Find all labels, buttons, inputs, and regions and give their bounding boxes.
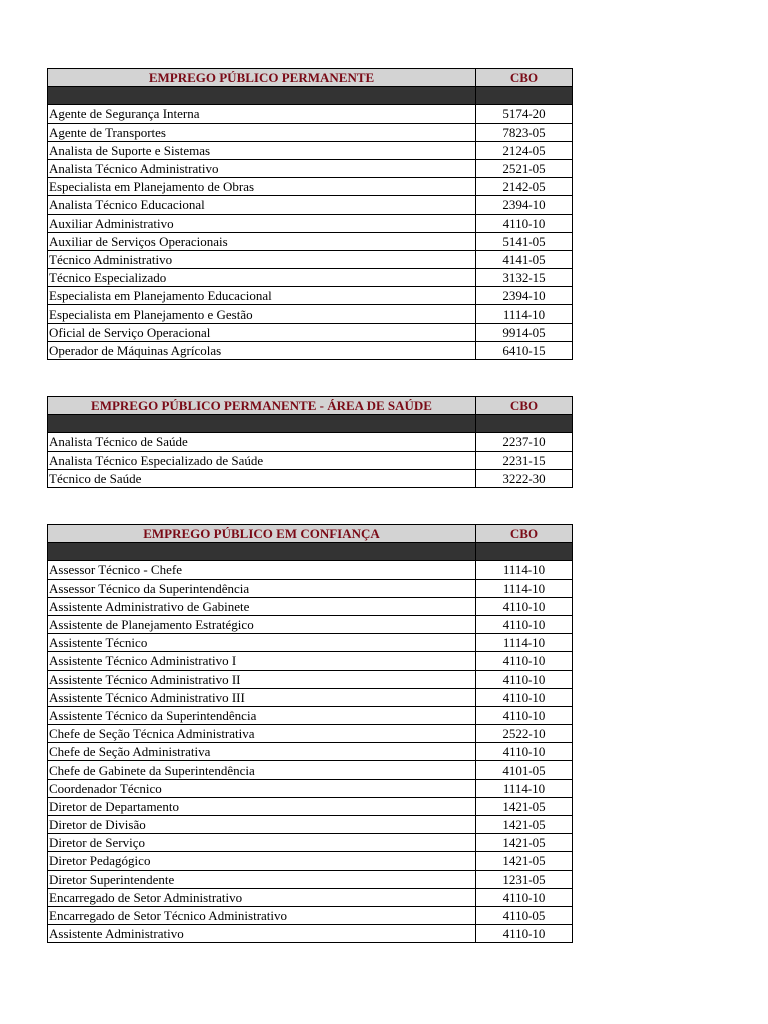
table-row: [48, 779, 573, 797]
job-title-cell: Auxiliar Administrativo: [48, 214, 476, 232]
cbo-code-cell: 4110-10: [476, 597, 573, 615]
table-row: [48, 706, 573, 724]
cbo-code-cell: 1114-10: [476, 561, 573, 579]
table-row: [48, 141, 573, 159]
code-column-header: CBO: [476, 525, 573, 543]
job-title-cell: Oficial de Serviço Operacional: [48, 323, 476, 341]
job-title-cell: Analista Técnico Administrativo: [48, 159, 476, 177]
table-row: [48, 287, 573, 305]
job-title-cell: Assistente Técnico Administrativo III: [48, 688, 476, 706]
cbo-code-cell: 2231-15: [476, 451, 573, 469]
cbo-code-cell: 3222-30: [476, 469, 573, 487]
job-title-cell: Especialista em Planejamento e Gestão: [48, 305, 476, 323]
job-title-cell: Analista Técnico Especializado de Saúde: [48, 451, 476, 469]
table-row: [48, 323, 573, 341]
job-title-cell: Analista Técnico de Saúde: [48, 433, 476, 451]
table-row: [48, 725, 573, 743]
table-row: [48, 906, 573, 924]
cbo-code-cell: 1421-05: [476, 816, 573, 834]
cbo-code-cell: 2521-05: [476, 159, 573, 177]
cbo-code-cell: 4110-10: [476, 670, 573, 688]
job-title-cell: Chefe de Seção Técnica Administrativa: [48, 725, 476, 743]
cbo-code-cell: 2124-05: [476, 141, 573, 159]
table-emprego-permanente-saude: [47, 396, 573, 488]
cbo-code-cell: 4141-05: [476, 250, 573, 268]
table-row: [48, 123, 573, 141]
table-row: [48, 816, 573, 834]
cbo-code-cell: 1231-05: [476, 870, 573, 888]
job-title-cell: Analista Técnico Educacional: [48, 196, 476, 214]
table-row: [48, 451, 573, 469]
cbo-code-cell: 1114-10: [476, 634, 573, 652]
job-title-cell: Coordenador Técnico: [48, 779, 476, 797]
cbo-code-cell: 4110-10: [476, 652, 573, 670]
cbo-code-cell: 1114-10: [476, 779, 573, 797]
table-header-row: [48, 69, 573, 87]
cbo-code-cell: 5174-20: [476, 105, 573, 123]
job-title-cell: Técnico de Saúde: [48, 469, 476, 487]
job-title-cell: Auxiliar de Serviços Operacionais: [48, 232, 476, 250]
job-title-cell: Assessor Técnico - Chefe: [48, 561, 476, 579]
table-row: [48, 250, 573, 268]
table-title: EMPREGO PÚBLICO EM CONFIANÇA: [48, 525, 476, 543]
header-divider-row: [48, 543, 573, 561]
table-header-row: [48, 397, 573, 415]
cbo-code-cell: 4101-05: [476, 761, 573, 779]
table-row: [48, 834, 573, 852]
table-row: [48, 105, 573, 123]
table-row: [48, 652, 573, 670]
table-row: [48, 178, 573, 196]
table-emprego-confianca: [47, 524, 573, 943]
code-column-header: CBO: [476, 69, 573, 87]
table-row: [48, 852, 573, 870]
cbo-code-cell: 9914-05: [476, 323, 573, 341]
table-row: [48, 561, 573, 579]
cbo-code-cell: 2522-10: [476, 725, 573, 743]
table-row: [48, 159, 573, 177]
table-row: [48, 797, 573, 815]
cbo-code-cell: 4110-10: [476, 743, 573, 761]
table-row: [48, 615, 573, 633]
job-title-cell: Chefe de Seção Administrativa: [48, 743, 476, 761]
cbo-code-cell: 7823-05: [476, 123, 573, 141]
cbo-code-cell: 4110-10: [476, 214, 573, 232]
job-title-cell: Assistente Técnico Administrativo I: [48, 652, 476, 670]
cbo-code-cell: 4110-10: [476, 888, 573, 906]
cbo-code-cell: 4110-10: [476, 925, 573, 943]
table-row: [48, 597, 573, 615]
cbo-code-cell: 4110-10: [476, 706, 573, 724]
cbo-code-cell: 4110-10: [476, 615, 573, 633]
job-title-cell: Diretor de Serviço: [48, 834, 476, 852]
job-title-cell: Especialista em Planejamento Educacional: [48, 287, 476, 305]
job-title-cell: Assistente de Planejamento Estratégico: [48, 615, 476, 633]
cbo-code-cell: 6410-15: [476, 341, 573, 359]
job-title-cell: Especialista em Planejamento de Obras: [48, 178, 476, 196]
table-row: [48, 269, 573, 287]
cbo-code-cell: 1114-10: [476, 305, 573, 323]
job-title-cell: Assistente Administrativo de Gabinete: [48, 597, 476, 615]
job-title-cell: Assistente Técnico Administrativo II: [48, 670, 476, 688]
table-row: [48, 688, 573, 706]
cbo-code-cell: 1421-05: [476, 852, 573, 870]
table-title: EMPREGO PÚBLICO PERMANENTE: [48, 69, 476, 87]
code-column-header: CBO: [476, 397, 573, 415]
cbo-code-cell: 1114-10: [476, 579, 573, 597]
table-row: [48, 870, 573, 888]
job-title-cell: Analista de Suporte e Sistemas: [48, 141, 476, 159]
cbo-code-cell: 1421-05: [476, 797, 573, 815]
table-row: [48, 634, 573, 652]
job-title-cell: Técnico Administrativo: [48, 250, 476, 268]
job-title-cell: Encarregado de Setor Administrativo: [48, 888, 476, 906]
table-header-row: [48, 525, 573, 543]
job-title-cell: Técnico Especializado: [48, 269, 476, 287]
cbo-code-cell: 1421-05: [476, 834, 573, 852]
cbo-code-cell: 2394-10: [476, 196, 573, 214]
table-row: [48, 888, 573, 906]
cbo-code-cell: 2142-05: [476, 178, 573, 196]
cbo-code-cell: 2237-10: [476, 433, 573, 451]
cbo-code-cell: 3132-15: [476, 269, 573, 287]
job-title-cell: Chefe de Gabinete da Superintendência: [48, 761, 476, 779]
cbo-code-cell: 4110-10: [476, 688, 573, 706]
cbo-code-cell: 2394-10: [476, 287, 573, 305]
job-title-cell: Agente de Segurança Interna: [48, 105, 476, 123]
table-row: [48, 232, 573, 250]
table-row: [48, 341, 573, 359]
job-title-cell: Assistente Técnico da Superintendência: [48, 706, 476, 724]
table-row: [48, 761, 573, 779]
table-row: [48, 305, 573, 323]
job-title-cell: Assistente Técnico: [48, 634, 476, 652]
job-title-cell: Diretor Pedagógico: [48, 852, 476, 870]
job-title-cell: Diretor de Departamento: [48, 797, 476, 815]
header-divider-row: [48, 415, 573, 433]
table-row: [48, 743, 573, 761]
job-title-cell: Diretor de Divisão: [48, 816, 476, 834]
job-title-cell: Encarregado de Setor Técnico Administrativo: [48, 906, 476, 924]
table-title: EMPREGO PÚBLICO PERMANENTE - ÁREA DE SAÚDE: [48, 397, 476, 415]
table-row: [48, 433, 573, 451]
job-title-cell: Operador de Máquinas Agrícolas: [48, 341, 476, 359]
table-row: [48, 214, 573, 232]
job-title-cell: Assessor Técnico da Superintendência: [48, 579, 476, 597]
job-title-cell: Assistente Administrativo: [48, 925, 476, 943]
table-row: [48, 925, 573, 943]
table-row: [48, 670, 573, 688]
table-row: [48, 196, 573, 214]
cbo-code-cell: 5141-05: [476, 232, 573, 250]
job-title-cell: Agente de Transportes: [48, 123, 476, 141]
table-row: [48, 579, 573, 597]
job-title-cell: Diretor Superintendente: [48, 870, 476, 888]
table-emprego-permanente: [47, 68, 573, 360]
header-divider-row: [48, 87, 573, 105]
table-row: [48, 469, 573, 487]
cbo-code-cell: 4110-05: [476, 906, 573, 924]
